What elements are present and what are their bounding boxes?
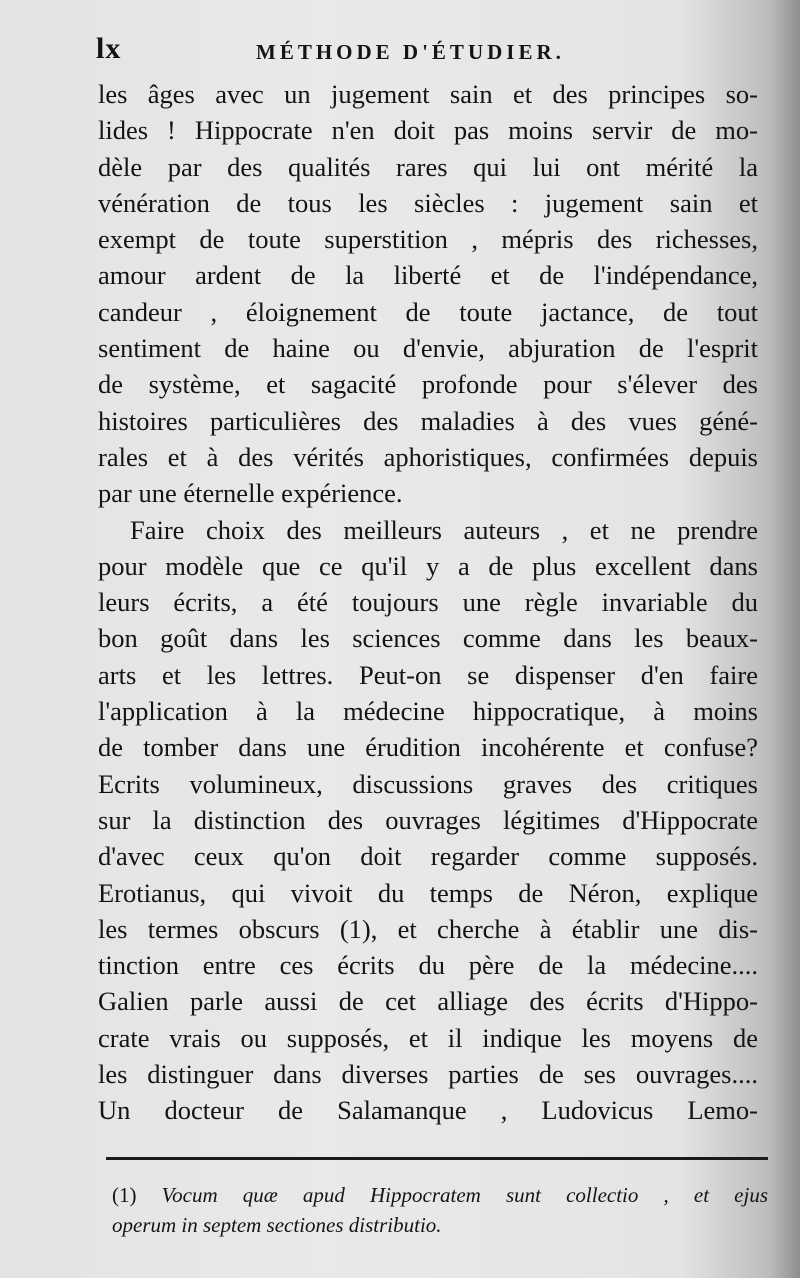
text-line: dèle par des qualités rares qui lui ont mérité la	[98, 151, 758, 182]
paragraph-end-line: par une éternelle expérience.	[98, 478, 403, 509]
footnote-line: operum in septem sectiones distributio.	[112, 1213, 442, 1237]
paragraph-start-line: Faire choix des meilleurs auteurs , et ne prendre	[130, 514, 758, 545]
text-line: rales et à des vérités aphoristiques, confirmées depuis	[98, 441, 758, 472]
text-line: Erotianus, qui vivoit du temps de Néron, explique	[98, 877, 758, 908]
text-line: leurs écrits, a été toujours une règle invariable du	[98, 587, 758, 618]
footnote-marker: (1)	[112, 1183, 137, 1207]
footnote-text: Vocum quæ apud Hippocratem sunt collectio , et ejus	[161, 1183, 769, 1207]
text-line: Un docteur de Salamanque , Ludovicus Lemo-	[98, 1095, 758, 1126]
running-title: MÉTHODE D'ÉTUDIER.	[256, 40, 565, 64]
text-line: d'avec ceux qu'on doit regarder comme supposés.	[98, 841, 758, 872]
text-line: de tomber dans une érudition incohérente et confuse?	[98, 732, 758, 763]
text-line: bon goût dans les sciences comme dans les beaux-	[98, 623, 758, 654]
text-line: histoires particulières des maladies à des vues géné-	[98, 405, 758, 436]
footnote-line	[112, 1180, 768, 1210]
text-line: sentiment de haine ou d'envie, abjuration de l'esprit	[98, 333, 758, 364]
text-line: les distinguer dans diverses parties de ses ouvrages....	[98, 1059, 758, 1090]
text-line: sur la distinction des ouvrages légitimes d'Hippocrate	[98, 804, 758, 835]
text-line: crate vrais ou supposés, et il indique les moyens de	[98, 1022, 758, 1053]
footnote	[112, 1180, 768, 1240]
text-line: pour modèle que ce qu'il y a de plus excellent dans	[98, 550, 758, 581]
text-line: vénération de tous les siècles : jugement sain et	[98, 187, 758, 218]
text-line: de système, et sagacité profonde pour s'élever des	[98, 369, 758, 400]
text-line: Ecrits volumineux, discussions graves des critiques	[98, 768, 758, 799]
text-line: les termes obscurs (1), et cherche à établir une dis-	[98, 913, 758, 944]
text-line: tinction entre ces écrits du père de la médecine....	[98, 950, 758, 981]
text-line: Galien parle aussi de cet alliage des écrits d'Hippo-	[98, 986, 758, 1017]
page-number: lx	[96, 32, 122, 65]
text-line: lides ! Hippocrate n'en doit pas moins servir de mo-	[98, 115, 758, 146]
text-line: amour ardent de la liberté et de l'indépendance,	[98, 260, 758, 291]
body-text	[98, 76, 758, 1129]
text-line: l'application à la médecine hippocratique, à moins	[98, 696, 758, 727]
text-line: candeur , éloignement de toute jactance, de tout	[98, 296, 758, 327]
text-line: les âges avec un jugement sain et des principes so-	[98, 79, 758, 109]
text-line: exempt de toute superstition , mépris des richesses,	[98, 224, 758, 255]
text-line: arts et les lettres. Peut-on se dispenser d'en faire	[98, 659, 758, 690]
page-header	[96, 32, 756, 72]
footnote-rule	[106, 1157, 768, 1160]
